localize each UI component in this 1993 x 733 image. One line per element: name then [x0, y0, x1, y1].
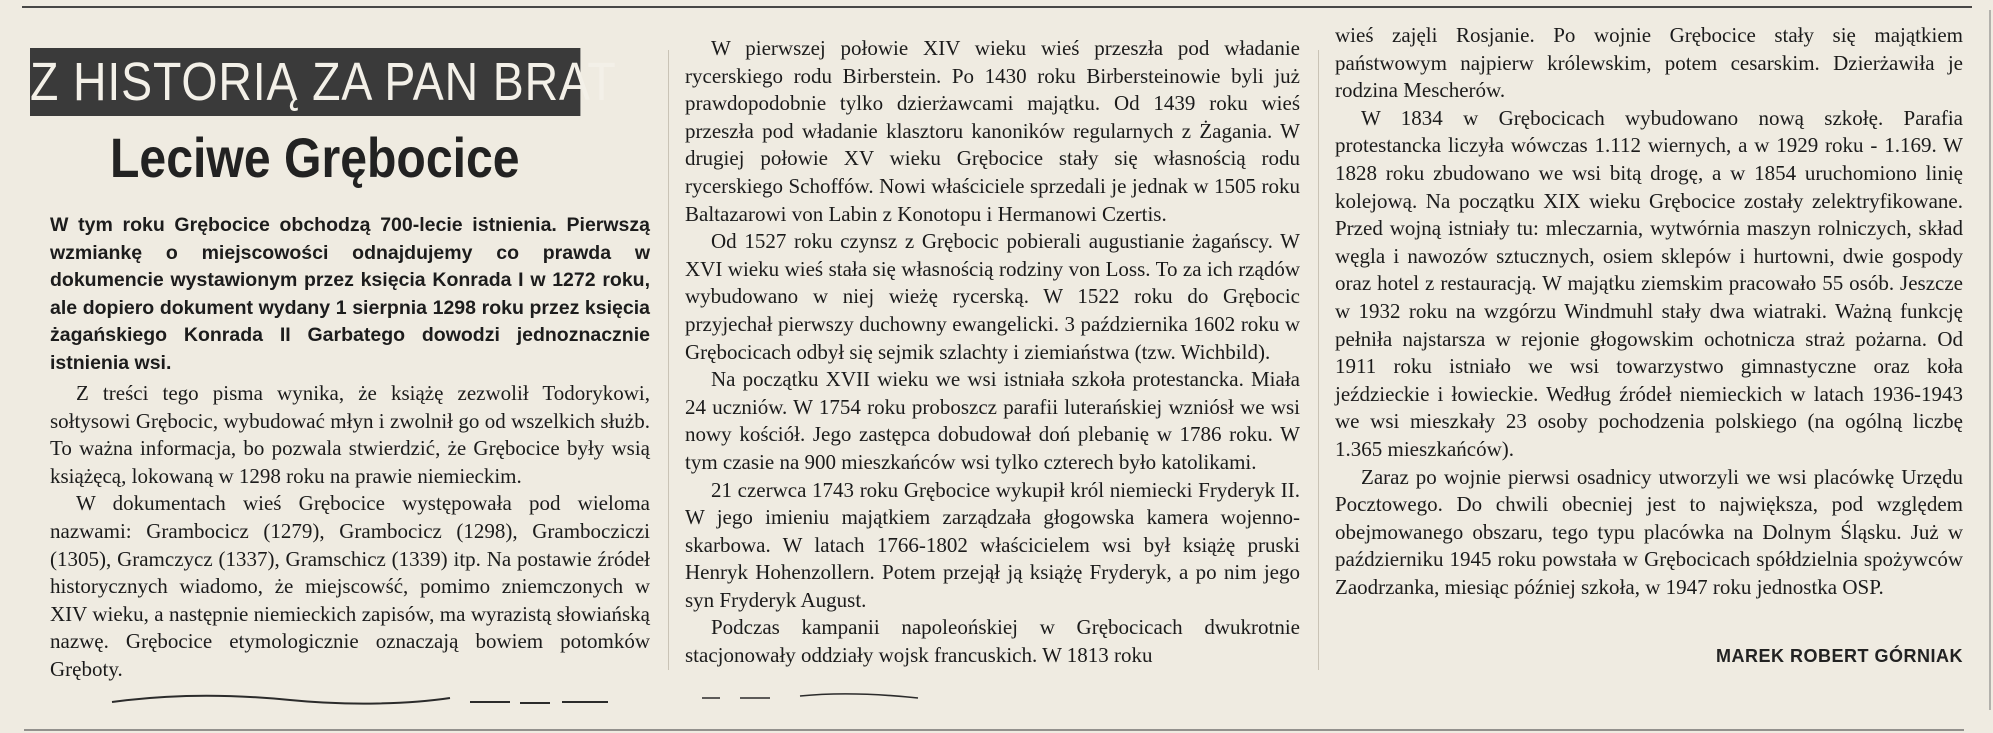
paragraph: Podczas kampanii napoleońskiej w Grębocicach dwukrotnie stacjonowały oddziały wojsk francuskich. W 1813 roku	[685, 615, 1300, 668]
article-title: Leciwe Grębocice	[110, 126, 520, 189]
column-divider	[1318, 50, 1319, 670]
bottom-border-rule	[24, 729, 1964, 731]
paragraph: W 1834 w Grębocicach wybudowano nową szkołę. Parafia protestancka liczyła wówczas 1.112 wiernych, a w 1929 roku - 1.169. W 1828 roku zbudowano we wsi bitą drogę, a w 1854 uruchomiono linię kolejową. Na początku XIX wieku Grębocice zostały zelektryfikowane. Przed wojną istniały tu: mleczarnia, wytwórnia maszyn rolniczych, skład węgla i nawozów sztucznych, osiem sklepów i hurtowni, dwie gospody oraz hotel z restauracją. W majątku ziemskim pracowało 55 osób. Jeszcze w 1932 roku na wzgórzu Windmuhl stały dwa wiatraki. Ważną funkcję pełniła najstarsza w rejonie głogowskim ochotnicza straż pożarna. Od 1911 roku istniało we wsi towarzystwo gimnastyczne oraz koła jeździeckie i łowieckie. Według źródeł niemieckich w latach 1936-1943 we wsi mieszkały 23 osoby pochodzenia polskiego (na ogólną liczbę 1.365 mieszkańców).	[1335, 105, 1963, 461]
paragraph: Na początku XVII wieku we wsi istniała szkoła protestancka. Miała 24 uczniów. W 1754 roku proboszcz parafii luterańskiej wzniósł we wsi nowy kościół. Jego zastępca dobudował doń plebanię w 1786 roku. W tym czasie na 900 mieszkańców wsi tylko czterech było katolikami.	[685, 367, 1300, 474]
pen-scribble-mark	[700, 690, 920, 706]
column-divider	[668, 50, 669, 670]
paragraph: 21 czerwca 1743 roku Grębocice wykupił król niemiecki Fryderyk II. W jego imieniu majątkiem zarządzała głogowska kamera wojenno-skarbowa. W latach 1766-1802 właścicielem wsi był książę pruski Henryk Hohenzollern. Potem przejął ją książę Fryderyk, a po nim jego syn Fryderyk August.	[685, 477, 1300, 612]
paragraph: W pierwszej połowie XIV wieku wieś przeszła pod władanie rycerskiego rodu Birberstein. Po 1430 roku Birbersteinowie byli już prawdopodobnie tylko dzierżawcami majątku. Od 1439 roku wieś przeszła pod władanie klasztoru kanoników regularnych z Żagania. W drugiej połowie XV wieku Grębocice stały się własnością rodu rycerskiego Schoffów. Nowi właściciele sprzedali je jednak w 1505 roku Baltazarowi von Labin z Konotopu i Hermanowi Czertis.	[685, 36, 1300, 226]
section-kicker: Z HISTORIĄ ZA PAN BRAT	[30, 48, 580, 116]
article-lead: W tym roku Grębocice obchodzą 700-lecie istnienia. Pierwszą wzmiankę o miejscowości odnajdujemy co prawda w dokumencie wystawionym przez księcia Konrada I w 1272 roku, ale dopiero dokument wydany 1 sierpnia 1298 roku przez księcia żagańskiego Konrada II Garbatego dowodzi jednoznacznie istnienia wsi.	[50, 214, 650, 374]
paragraph: Zaraz po wojnie pierwsi osadnicy utworzyli we wsi placówkę Urzędu Pocztowego. Do chwili obecniej jest to największa, pod względem obejmowanego obszaru, tego typu placówka na Dolnym Śląsku. Już w październiku 1945 roku powstała w Grębocicach spółdzielnia spożywców Zaodrzanka, miesiąc później szkoła, w 1947 roku jednostka OSP.	[1335, 464, 1963, 599]
paragraph: wieś zajęli Rosjanie. Po wojnie Grębocice stały się majątkiem państwowym najpierw królewskim, potem cesarskim. Dzierżawiła je rodzina Mescherów.	[1335, 23, 1963, 103]
top-border-rule	[22, 6, 1972, 8]
right-border-rule	[1989, 10, 1991, 710]
paragraph: Z treści tego pisma wynika, że książę zezwolił Todorykowi, sołtysowi Grębocic, wybudować młyn i zwolnił go od wszelkich służb. To ważna informacja, bo pozwala stwierdzić, że Grębocice były wsią książęcą, lokowaną w 1298 roku na prawie niemieckim.	[50, 381, 650, 488]
article-column-2	[685, 35, 1300, 670]
article-column-3	[1335, 22, 1963, 601]
article-column-1	[50, 380, 650, 684]
author-signature: MAREK ROBERT GÓRNIAK	[1716, 646, 1963, 666]
paragraph: Od 1527 roku czynsz z Grębocic pobierali augustianie żagańscy. W XVI wieku wieś stała się własnością rodziny von Loss. To za ich rządów wybudowano w niej wieżę rycerską. W 1522 roku do Grębocic przyjechał pierwszy duchowny ewangelicki. 3 października 1602 roku w Grębocicach odbył się sejmik szlachty i ziemiaństwa (tzw. Wichbild).	[685, 229, 1300, 364]
pen-scribble-mark	[110, 690, 610, 708]
paragraph: W dokumentach wieś Grębocice występowała pod wieloma nazwami: Grambocicz (1279), Grambocicz (1298), Grambocziczi (1305), Gramczycz (1337), Gramschicz (1339) itp. Na postawie źródeł historycznych wiadomo, że miejscowść, pomimo zniemczonych w XIV wieku, a następnie niemieckich zapisów, ma wyrazistą słowiańską nazwę. Grębocice etymologicznie oznaczają bowiem potomków Gręboty.	[50, 491, 650, 681]
